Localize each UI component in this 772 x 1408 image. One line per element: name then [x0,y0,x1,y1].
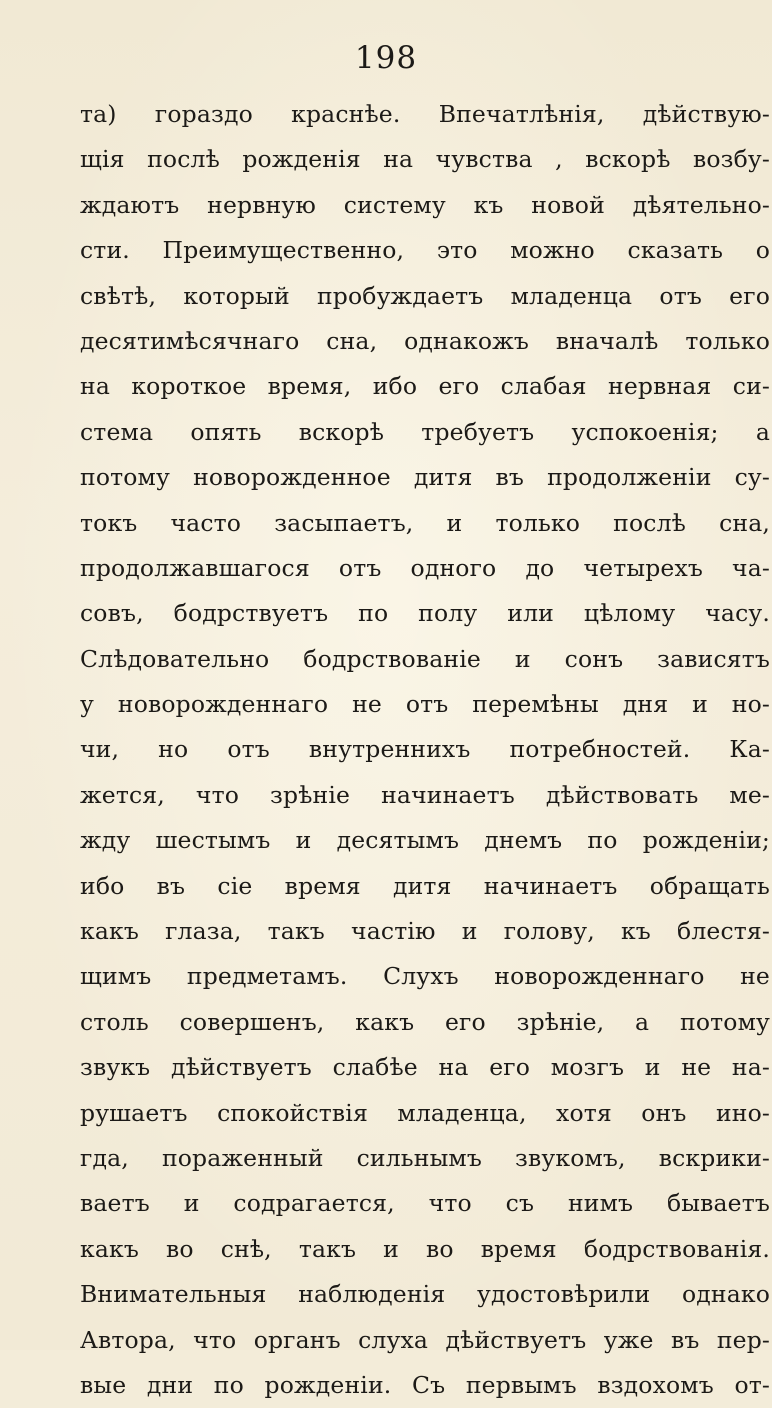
text-line-25: ваетъ и содрагается, что съ нимъ бываетъ [80,1189,770,1218]
body-text [80,92,770,1408]
text-line-13: Слѣдовательно бодрствованіе и сонъ зависятъ [80,644,770,673]
text-line-7: на короткое время, ибо его слабая нервная си- [80,372,770,401]
text-line-28: Автора, что органъ слуха дѣйствуетъ уже въ пер- [80,1325,770,1354]
text-line-27: Внимательныя наблюденія удостовѣрили однако [80,1280,770,1309]
text-line-11: продолжавшагося отъ одного до четырехъ ча- [80,553,770,582]
text-line-3: ждаютъ нервную систему къ новой дѣятельно- [80,190,770,219]
text-line-19: какъ глаза, такъ частію и голову, къ блестя- [80,917,770,946]
text-line-17: жду шестымъ и десятымъ днемъ по рожденіи; [80,826,770,855]
text-line-24: гда, пораженный сильнымъ звукомъ, вскрики- [80,1143,770,1172]
text-line-15: чи, но отъ внутреннихъ потребностей. Ка- [80,735,770,764]
text-line-5: свѣтѣ, который пробуждаетъ младенца отъ его [80,281,770,310]
page-number: 198 [354,40,418,76]
text-line-8: стема опять вскорѣ требуетъ успокоенія; а [80,417,770,446]
text-line-16: жется, что зрѣніе начинаетъ дѣйствовать ме- [80,780,770,809]
text-line-1: та) гораздо краснѣе. Впечатлѣнія, дѣйствую- [80,100,770,128]
text-line-2: щія послѣ рожденія на чувства , вскорѣ возбу- [80,145,770,174]
text-line-23: рушаетъ спокойствія младенца, хотя онъ ино- [80,1098,770,1127]
text-line-26: какъ во снѣ, такъ и во время бодрствованія. [80,1234,770,1263]
text-line-22: звукъ дѣйствуетъ слабѣе на его мозгъ и не на- [80,1053,770,1082]
text-line-20: щимъ предметамъ. Слухъ новорожденнаго не [80,962,770,991]
text-line-4: сти. Преимущественно, это можно сказать о [80,236,770,265]
text-line-29: вые дни по рожденіи. Съ первымъ вздохомъ от- [80,1370,770,1399]
text-line-6: десятимѣсячнаго сна, однакожъ вначалѣ только [80,326,770,355]
text-line-14: у новорожденнаго не отъ перемѣны дня и но- [80,690,770,719]
text-line-9: потому новорожденное дитя въ продолженіи су- [80,463,770,492]
text-line-10: токъ часто засыпаетъ, и только послѣ сна, [80,508,770,537]
text-line-12: совъ, бодрствуетъ по полу или цѣлому часу. [80,599,770,628]
text-line-21: столь совершенъ, какъ его зрѣніе, а потому [80,1007,770,1036]
text-line-18: ибо въ сіе время дитя начинаетъ обращать [80,871,770,900]
